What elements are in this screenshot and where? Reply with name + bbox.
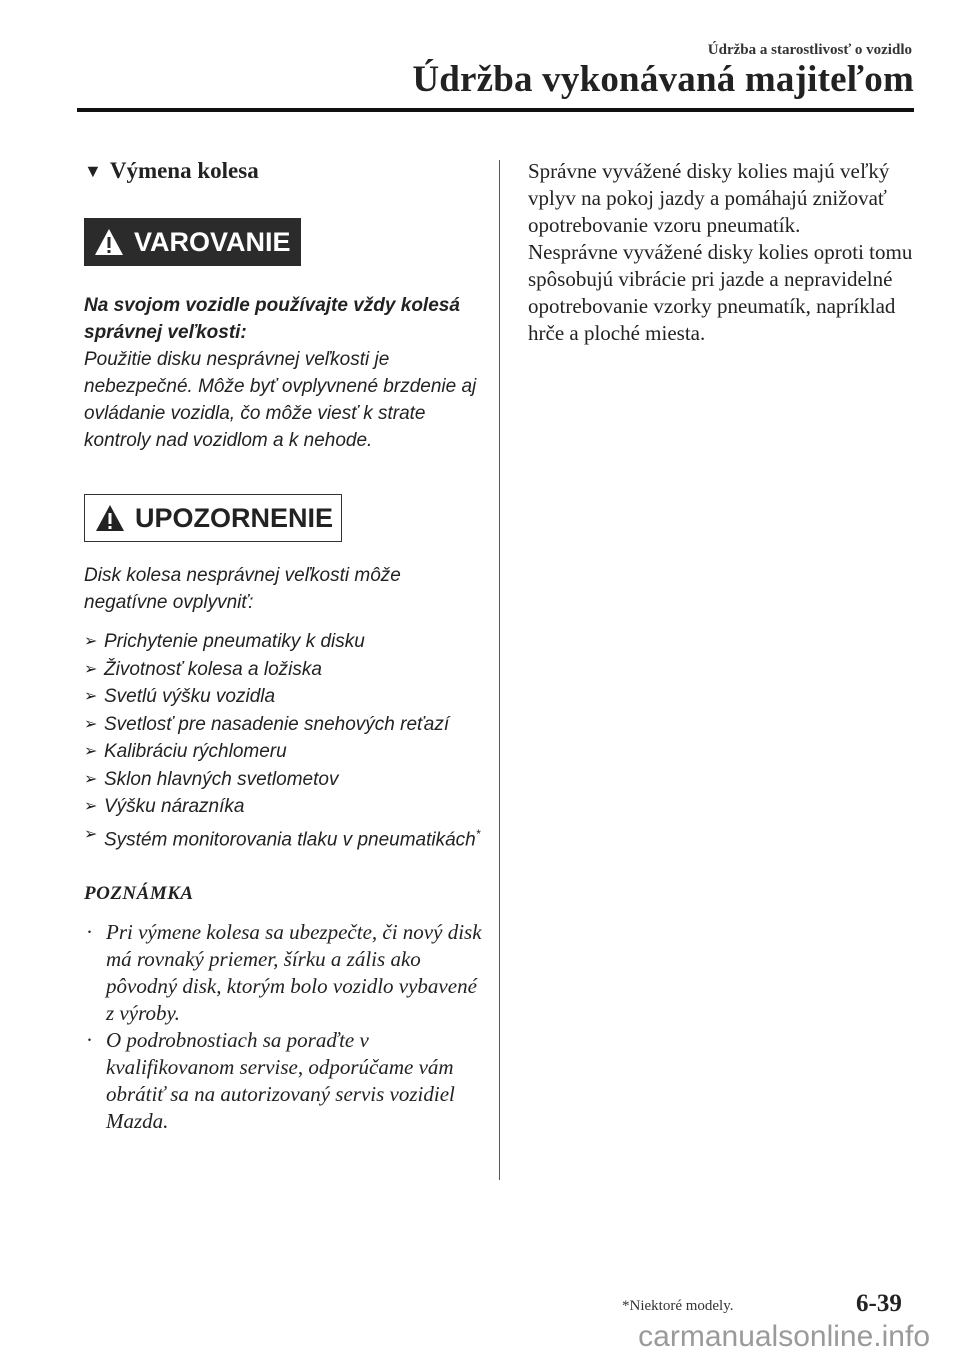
watermark: carmanualsonline.info <box>638 1320 930 1353</box>
warning-label: VAROVANIE <box>134 226 291 257</box>
right-column <box>528 158 918 347</box>
arrow-icon: ➢ <box>84 798 98 815</box>
section-heading <box>84 158 484 184</box>
arrow-icon: ➢ <box>84 688 98 705</box>
arrow-icon: ➢ <box>84 715 98 733</box>
header-rule <box>77 108 914 112</box>
warning-body-text: Použitie disku nesprávnej veľkosti je nebezpečné. Môže byť ovplyvnené brzdenie aj ovládanie vozidla, čo môže viesť k strate kontroly nad vozidlom a k nehode. <box>84 349 477 451</box>
section-marker: ▼ <box>84 160 102 181</box>
footnote: *Niektoré modely. <box>622 1298 734 1314</box>
list-item: ➢ Výšku nárazníka <box>84 793 484 821</box>
column-divider <box>499 160 500 1180</box>
list-item: ➢ Svetlosť pre nasadenie snehových reťazí <box>84 711 484 739</box>
caution-badge <box>84 494 342 542</box>
bullet-dot-icon: · <box>86 1028 93 1053</box>
warning-text <box>84 292 484 454</box>
note-title: POZNÁMKA <box>84 883 194 905</box>
body-paragraph-2: Nesprávne vyvážené disky kolies oproti tomu spôsobujú vibrácie pri jazde a nepravidelné opotrebovanie vzorky pneumatík, napríklad hrče a ploché miesta. <box>528 240 913 345</box>
arrow-icon: ➢ <box>84 825 98 843</box>
caution-list <box>84 628 484 853</box>
warning-badge <box>84 218 301 266</box>
list-item: ➢ Sklon hlavných svetlometov <box>84 766 484 794</box>
asterisk-footnote-mark: * <box>475 826 481 841</box>
list-item: · O podrobnostiach sa poraďte v kvalifikovanom servise, odporúčame vám obrátiť sa na autorizovaný servis vozidiel Mazda. <box>86 1028 455 1134</box>
list-item: · Pri výmene kolesa sa ubezpečte, či nový disk má rovnaký priemer, šírku a zális ako pôvodný disk, ktorým bolo vozidlo vybavené z výroby. <box>86 920 482 1026</box>
caution-triangle-icon <box>95 504 125 532</box>
warning-bold-text: Na svojom vozidle používajte vždy kolesá správnej veľkosti: <box>84 295 460 343</box>
left-column <box>84 158 484 1135</box>
arrow-icon: ➢ <box>84 770 98 788</box>
list-item: ➢ Systém monitorovania tlaku v pneumatikách* <box>84 821 484 854</box>
list-item: ➢ Svetlú výšku vozidla <box>84 683 484 711</box>
caution-label: UPOZORNENIE <box>135 502 334 533</box>
section-heading-text: Výmena kolesa <box>109 158 259 183</box>
note-list <box>84 919 484 1135</box>
list-item: ➢ Prichytenie pneumatiky k disku <box>84 628 484 656</box>
body-paragraph-1: Správne vyvážené disky kolies majú veľký vplyv na pokoj jazdy a pomáhajú znižovať opotrebovanie vzoru pneumatík. <box>528 159 890 237</box>
arrow-icon: ➢ <box>84 660 98 678</box>
page-title: Údržba vykonávaná majiteľom <box>412 59 914 100</box>
list-item: ➢ Životnosť kolesa a ložiska <box>84 656 484 684</box>
caution-intro: Disk kolesa nesprávnej veľkosti môže negatívne ovplyvniť: <box>84 565 401 613</box>
arrow-icon: ➢ <box>84 743 98 760</box>
bullet-dot-icon: · <box>86 920 93 945</box>
list-item: ➢ Kalibráciu rýchlomeru <box>84 738 484 766</box>
arrow-icon: ➢ <box>84 633 98 650</box>
warning-triangle-icon <box>94 228 124 256</box>
header-subtitle: Údržba a starostlivosť o vozidlo <box>707 42 912 58</box>
page-number: 6-39 <box>856 1290 902 1317</box>
